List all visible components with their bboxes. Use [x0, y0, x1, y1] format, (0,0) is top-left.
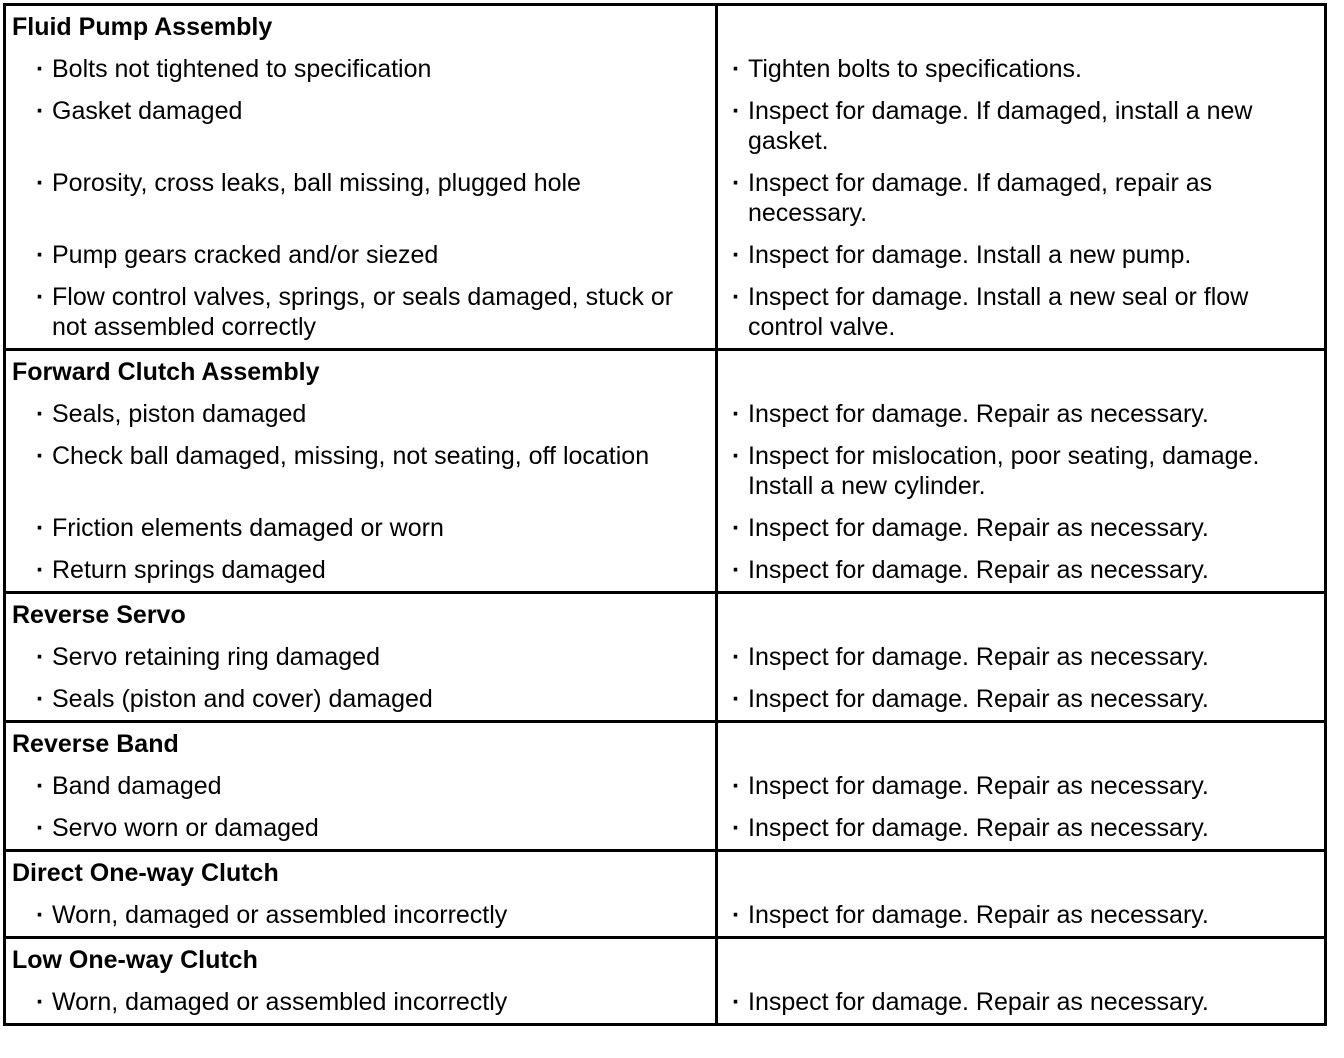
cause-column	[6, 723, 718, 849]
action-column	[718, 723, 1324, 849]
section-forward-clutch-assembly	[6, 348, 1324, 591]
section-fluid-pump-assembly	[6, 6, 1324, 348]
action-item: · Inspect for damage. Repair as necessary.	[718, 507, 1324, 549]
cause-item: · Bolts not tightened to specification	[6, 48, 715, 90]
cause-item: · Return springs damaged	[6, 549, 715, 591]
section-title: Reverse Band	[12, 730, 179, 758]
action-item: · Tighten bolts to specifications.	[718, 48, 1324, 90]
action-item: · Inspect for damage. Install a new seal or flow control valve.	[718, 276, 1324, 348]
section-title-blank	[718, 939, 1324, 981]
cause-item: · Check ball damaged, missing, not seating, off location	[6, 435, 715, 507]
action-item: · Inspect for damage. Repair as necessary.	[718, 549, 1324, 591]
action-item: · Inspect for damage. If damaged, repair as necessary.	[718, 162, 1324, 234]
cause-item: · Seals, piston damaged	[6, 393, 715, 435]
cause-item: · Seals (piston and cover) damaged	[6, 678, 715, 720]
cause-column	[6, 351, 718, 591]
section-title: Forward Clutch Assembly	[12, 358, 320, 386]
action-item: · Inspect for mislocation, poor seating, damage. Install a new cylinder.	[718, 435, 1324, 507]
diagnosis-table	[3, 3, 1327, 1026]
section-title: Reverse Servo	[12, 601, 186, 629]
cause-item: · Porosity, cross leaks, ball missing, plugged hole	[6, 162, 715, 234]
action-item: · Inspect for damage. Repair as necessary.	[718, 678, 1324, 720]
cause-item: · Band damaged	[6, 765, 715, 807]
action-column	[718, 852, 1324, 936]
cause-item: · Servo retaining ring damaged	[6, 636, 715, 678]
section-low-one-way-clutch	[6, 936, 1324, 1023]
section-title: Direct One-way Clutch	[12, 859, 279, 887]
action-item: · Inspect for damage. Repair as necessary.	[718, 807, 1324, 849]
section-reverse-servo	[6, 591, 1324, 720]
action-item: · Inspect for damage. If damaged, install a new gasket.	[718, 90, 1324, 162]
section-direct-one-way-clutch	[6, 849, 1324, 936]
action-item: · Inspect for damage. Repair as necessary.	[718, 981, 1324, 1023]
section-title-blank	[718, 852, 1324, 894]
cause-item: · Friction elements damaged or worn	[6, 507, 715, 549]
cause-item: · Gasket damaged	[6, 90, 715, 162]
cause-item: · Worn, damaged or assembled incorrectly	[6, 981, 715, 1023]
action-column	[718, 939, 1324, 1023]
cause-item: · Worn, damaged or assembled incorrectly	[6, 894, 715, 936]
section-title: Fluid Pump Assembly	[12, 13, 273, 41]
action-item: · Inspect for damage. Repair as necessary.	[718, 894, 1324, 936]
cause-column	[6, 852, 718, 936]
action-column	[718, 594, 1324, 720]
cause-column	[6, 594, 718, 720]
action-item: · Inspect for damage. Repair as necessary.	[718, 636, 1324, 678]
action-column	[718, 351, 1324, 591]
cause-item: · Flow control valves, springs, or seals damaged, stuck or not assembled correctly	[6, 276, 715, 348]
section-reverse-band	[6, 720, 1324, 849]
section-title-blank	[718, 351, 1324, 393]
cause-column	[6, 939, 718, 1023]
action-item: · Inspect for damage. Repair as necessary.	[718, 393, 1324, 435]
cause-item: · Servo worn or damaged	[6, 807, 715, 849]
section-title: Low One-way Clutch	[12, 946, 258, 974]
action-item: · Inspect for damage. Repair as necessary.	[718, 765, 1324, 807]
cause-item: · Pump gears cracked and/or siezed	[6, 234, 715, 276]
action-item: · Inspect for damage. Install a new pump.	[718, 234, 1324, 276]
action-column	[718, 6, 1324, 348]
section-title-blank	[718, 6, 1324, 48]
section-title-blank	[718, 723, 1324, 765]
cause-column	[6, 6, 718, 348]
section-title-blank	[718, 594, 1324, 636]
